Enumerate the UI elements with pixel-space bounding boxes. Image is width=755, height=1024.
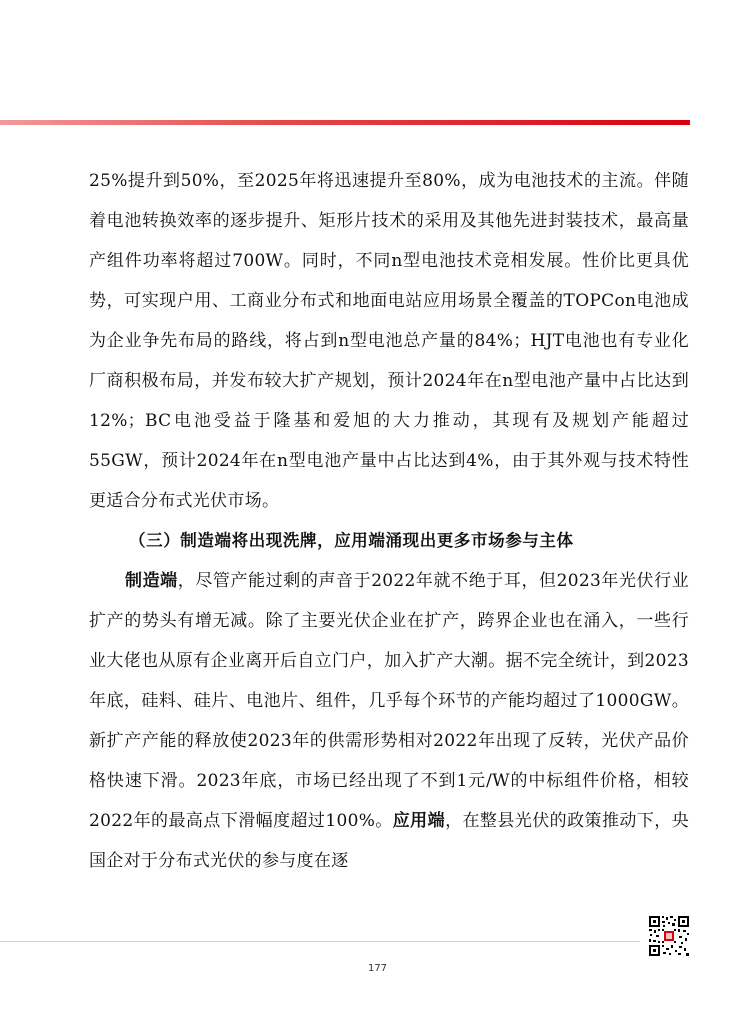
paragraph-text-manufacturing: ，尽管产能过剩的声音于2022年就不绝于耳，但2023年光伏行业扩产的势头有增无减。除了主要光伏企业在扩产，跨界企业也在涌入，一些行业大佬也从原有企业离开后自立门户，加入扩产大潮。据不完全统计，到2023年底，硅料、硅片、电池片、组件，几乎每个环节的产能均超过了1000GW。新扩产产能的释放使2023年的供需形势相对2022年出现了反转，光伏产品价格快速下滑。2023年底，市场已经出现了不到1元/W的中标组件价格，相较2022年的最高点下滑幅度超过100%。 — [89, 571, 689, 831]
paragraph-text-application: ，在整县光伏的政策推动下，央国企对于分布式光伏的参与度在逐 — [89, 811, 690, 871]
document-body — [89, 161, 689, 881]
paragraph-text: 25%提升到50%，至2025年将迅速提升至80%，成为电池技术的主流。伴随着电池转换效率的逐步提升、矩形片技术的采用及其他先进封装技术，最高量产组件功率将超过700W。同时，不同n型电池技术竞相发展。性价比更具优势，可实现户用、工商业分布式和地面电站应用场景全覆盖的TOPCon电池成为企业争先布局的路线，将占到n型电池总产量的84%；HJT电池也有专业化厂商积极布局，并发布较大扩产规划，预计2024年在n型电池产量中占比达到12%；BC电池受益于隆基和爱旭的大力推动，其现有及规划产能超过55GW，预计2024年在n型电池产量中占比达到4%，由于其外观与技术特性更适合分布式光伏市场。 — [89, 171, 689, 511]
bold-term-application: 应用端 — [392, 811, 446, 831]
header-red-rule — [0, 120, 690, 125]
footer-rule — [0, 941, 640, 942]
page-number: 177 — [367, 963, 388, 974]
paragraph-cell-technology — [89, 161, 689, 521]
paragraph-manufacturing — [89, 561, 689, 881]
bold-term-manufacturing: 制造端 — [125, 571, 178, 591]
section-heading: （三）制造端将出现洗牌，应用端涌现出更多市场参与主体 — [129, 531, 574, 550]
qr-code-icon — [648, 915, 690, 957]
